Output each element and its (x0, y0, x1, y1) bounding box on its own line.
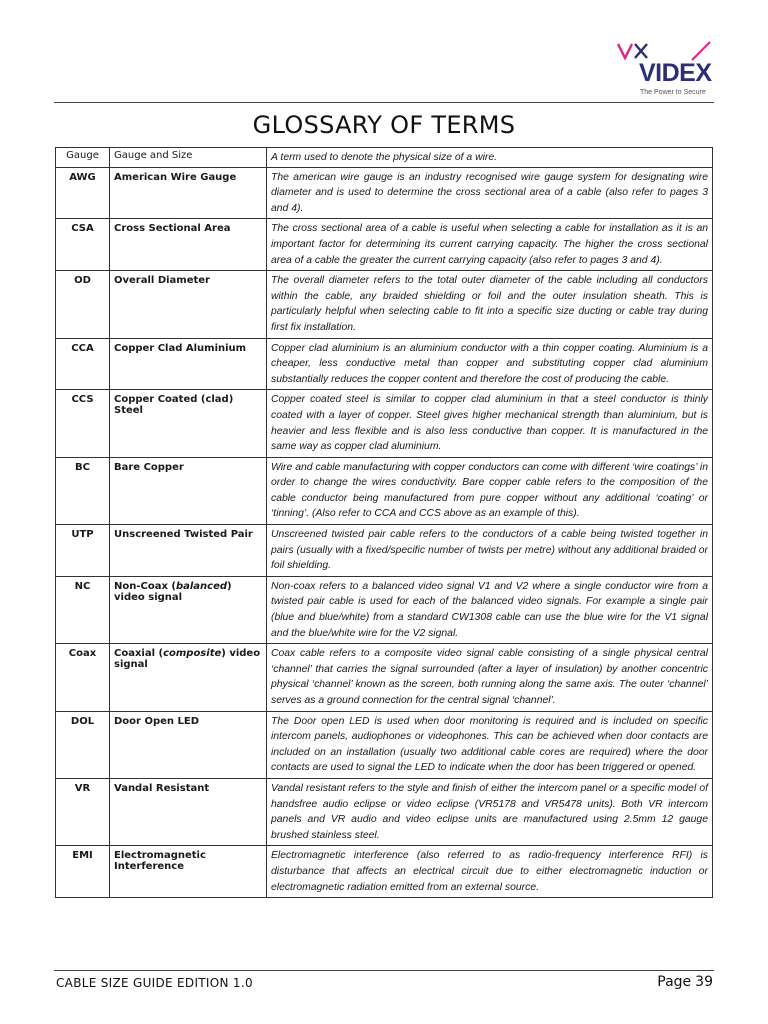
term-description: The Door open LED is used when door monitoring is required and is included on specific intercom panels, audiophones or videophones. This can be achieved when door contacts are included on an installation (usually two additional cable cores are required) where the door contacts are used to signal the LED to indicate when the door has been triggered or opened. (267, 711, 713, 778)
table-row (56, 778, 713, 845)
term-description: Wire and cable manufacturing with copper conductors can come with different ‘wire coatings’ in order to change the wires conductivity. Bare copper cable refers to the composition of the cable conductor being manufactured from pure copper without any additional ‘coating’ or ‘tinning’. (Also refer to CCA and CCS above as an example of this). (267, 457, 713, 524)
term-name-emphasis: balanced (175, 580, 228, 592)
term-name-part: ) video signal (114, 580, 232, 603)
term-name: Bare Copper (110, 457, 267, 524)
term-name-part: Coaxial ( (114, 648, 164, 660)
table-row (56, 271, 713, 338)
table-row (56, 219, 713, 271)
term-name: Copper Coated (clad) Steel (110, 390, 267, 457)
term-name-emphasis: composite (163, 648, 222, 660)
table-row (56, 576, 713, 643)
table-row (56, 711, 713, 778)
glossary-table (55, 147, 713, 898)
term-abbreviation: OD (56, 271, 110, 338)
term-name: Door Open LED (110, 711, 267, 778)
term-name (110, 576, 267, 643)
term-description: Copper clad aluminium is an aluminium conductor with a thin copper coating. Aluminium is a cheaper, less conductive metal than copper and substituting copper clad aluminium substantially reduces the copper content and therefore the cost of producing the cable. (267, 338, 713, 390)
term-name (110, 644, 267, 711)
table-row (56, 338, 713, 390)
footer-edition: CABLE SIZE GUIDE EDITION 1.0 (56, 976, 253, 990)
term-name-part: ) video signal (114, 648, 261, 671)
term-abbreviation: VR (56, 778, 110, 845)
table-row (56, 644, 713, 711)
footer-page (657, 974, 713, 990)
header-desc: A term used to denote the physical size of a wire. (267, 148, 713, 168)
term-abbreviation: NC (56, 576, 110, 643)
term-description: Coax cable refers to a composite video signal cable consisting of a single physical central ‘channel’ that carries the signal surrounded (after a layer of insulation) by another concentric physical ‘channel’ known as the screen, both running along the same axis. The outer ‘channel’ serves as a ground connection for the central signal ‘channel’. (267, 644, 713, 711)
table-row (56, 525, 713, 577)
page-number: 39 (695, 974, 713, 990)
table-row (56, 390, 713, 457)
term-description: The american wire gauge is an industry recognised wire gauge system for designating wire diameter and is used to determine the cross sectional area of a cable (also refer to pages 3 and 4). (267, 167, 713, 219)
term-abbreviation: DOL (56, 711, 110, 778)
term-description: Vandal resistant refers to the style and finish of either the intercom panel or a specific model of handsfree audio eclipse or video eclipse (VR5178 and VR5478 units). Both VR intercom panels and VR audio and video eclipse units are manufactured using 2.5mm 12 gauge brushed stainless steel. (267, 778, 713, 845)
header-name: Gauge and Size (110, 148, 267, 168)
term-abbreviation: AWG (56, 167, 110, 219)
term-name: Unscreened Twisted Pair (110, 525, 267, 577)
term-description: Non-coax refers to a balanced video signal V1 and V2 where a single conductor wire from a twisted pair cable is used for each of the balanced video signals. For example a single pair (blue and blue/white) from a standard CW1308 cable can use the blue wire for the V1 signal and the blue/white wire for the V2 signal. (267, 576, 713, 643)
header-divider (54, 102, 714, 103)
brand-tagline: The Power to Secure (640, 89, 706, 96)
table-header-row (56, 148, 713, 168)
table-row (56, 846, 713, 898)
table-row (56, 457, 713, 524)
term-description: Copper coated steel is similar to copper clad aluminium in that a steel conductor is thinly coated with a layer of copper. Steel gives higher mechanical strength than aluminium, but is heavier and less flexible and is also less conductive than copper. It is manufactured in the same way as copper clad aluminium. (267, 390, 713, 457)
term-name: Overall Diameter (110, 271, 267, 338)
page-title: GLOSSARY OF TERMS (252, 111, 516, 139)
term-name: Copper Clad Aluminium (110, 338, 267, 390)
term-name: Cross Sectional Area (110, 219, 267, 271)
term-description: The overall diameter refers to the total outer diameter of the cable including all conductors within the cable, any braided shielding or foil and the outer insulation sheath. This is particularly helpful when selecting cable to fit into a specific size ducting or cable tray during first fix installation. (267, 271, 713, 338)
term-abbreviation: Coax (56, 644, 110, 711)
term-description: The cross sectional area of a cable is useful when selecting a cable for installation as it is an important factor for determining its current carrying capacity. The higher the cross sectional area of a cable the greater the current carrying capacity (also refer to pages 3 and 4). (267, 219, 713, 271)
term-name-part: Non-Coax ( (114, 580, 176, 592)
table-row (56, 167, 713, 219)
term-abbreviation: CSA (56, 219, 110, 271)
footer-divider (54, 970, 714, 971)
page-label: Page (657, 974, 692, 990)
brand-name: VIDEX (639, 59, 712, 87)
term-name: Electromagnetic Interference (110, 846, 267, 898)
term-description: Unscreened twisted pair cable refers to the conductors of a cable being twisted together in pairs (usually with a fixed/specific number of twists per metre) without any additional braided or foil shielding. (267, 525, 713, 577)
term-name: American Wire Gauge (110, 167, 267, 219)
term-name: Vandal Resistant (110, 778, 267, 845)
term-abbreviation: CCS (56, 390, 110, 457)
header-abbr: Gauge (56, 148, 110, 168)
term-abbreviation: BC (56, 457, 110, 524)
term-abbreviation: EMI (56, 846, 110, 898)
videx-logo (614, 40, 714, 100)
term-abbreviation: UTP (56, 525, 110, 577)
term-description: Electromagnetic interference (also referred to as radio-frequency interference RFI) is disturbance that affects an electrical circuit due to either electromagnetic induction or electromagnetic radiation emitted from an external source. (267, 846, 713, 898)
term-abbreviation: CCA (56, 338, 110, 390)
